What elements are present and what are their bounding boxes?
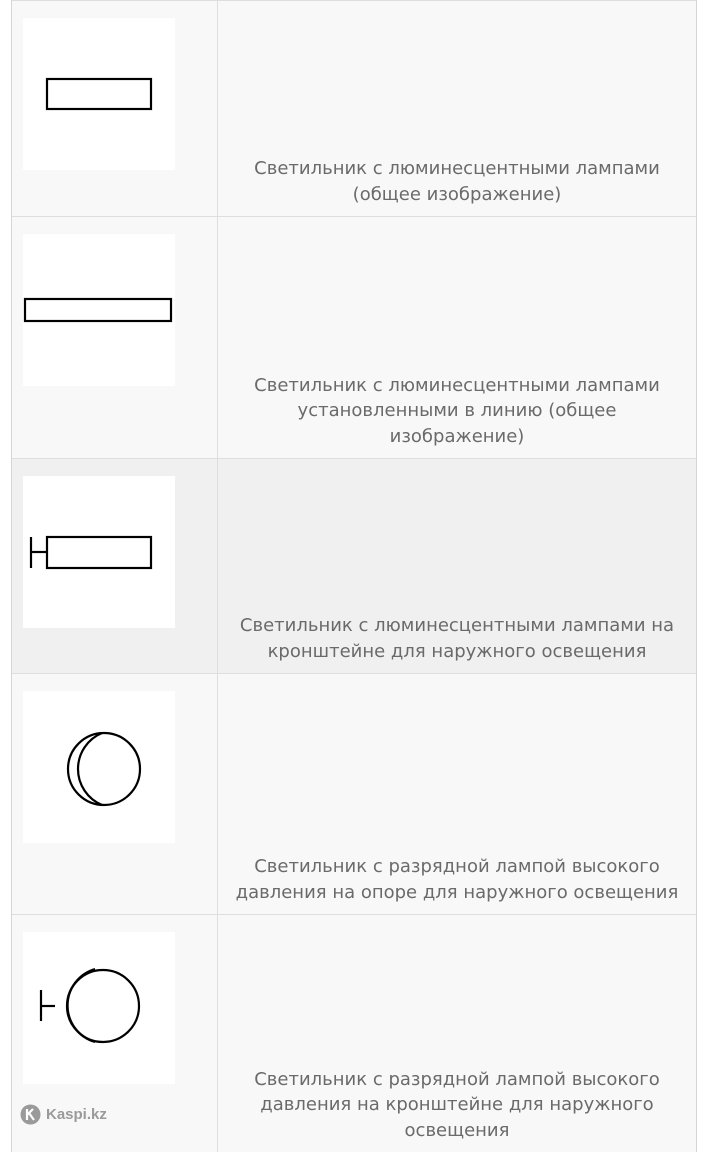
table-row (12, 458, 696, 673)
discharge-lamp-pole-icon (23, 691, 175, 843)
watermark (20, 1104, 107, 1125)
symbol-description: Светильник с люминесцентными лампами на кронштейне для наружного освещения (239, 615, 675, 662)
fluorescent-lamp-icon (23, 18, 175, 170)
discharge-lamp-bracket-icon (23, 932, 175, 1084)
table-row (12, 0, 696, 216)
symbol-cell (12, 459, 218, 673)
table-row (12, 216, 696, 458)
fluorescent-lamp-line-icon (23, 234, 175, 386)
watermark-text: Kaspi.kz (46, 1106, 107, 1123)
table-row (12, 673, 696, 914)
description-cell (218, 915, 696, 1152)
description-cell (218, 674, 696, 914)
fluorescent-lamp-bracket-icon (23, 476, 175, 628)
kaspi-logo-icon (20, 1104, 41, 1125)
symbol-description: Светильник с люминесцентными лампами установленными в линию (общее изображение) (254, 374, 660, 447)
symbol-cell (12, 1, 218, 216)
symbols-table (11, 0, 697, 1152)
description-cell (218, 459, 696, 673)
symbol-description: Светильник с люминесцентными лампами (общее изображение) (254, 158, 660, 205)
symbol-description: Светильник с разрядной лампой высокого давления на опоре для наружного освещения (235, 856, 679, 903)
table-row (12, 914, 696, 1152)
symbol-description: Светильник с разрядной лампой высокого давления на кронштейне для наружного освещения (254, 1068, 660, 1141)
description-cell (218, 1, 696, 216)
symbol-cell (12, 674, 218, 914)
symbol-cell (12, 217, 218, 458)
description-cell (218, 217, 696, 458)
